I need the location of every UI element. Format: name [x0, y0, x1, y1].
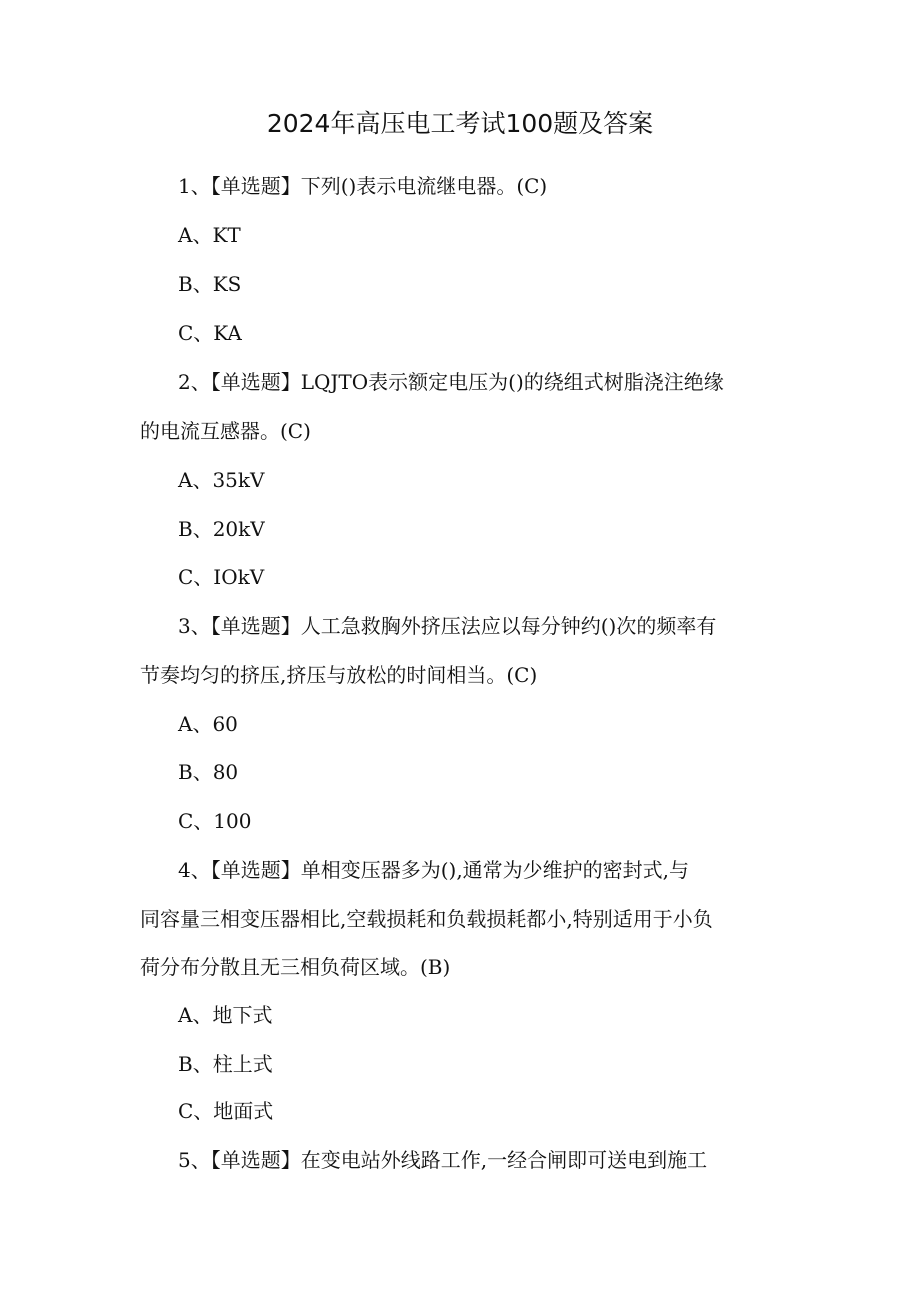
question-3-option-c: C、100 — [178, 809, 252, 833]
question-4-option-b: B、柱上式 — [178, 1052, 273, 1076]
question-4-option-c: C、地面式 — [178, 1099, 274, 1123]
question-1-option-b: B、KS — [178, 272, 242, 296]
question-3-text-line-2: 节奏均匀的挤压,挤压与放松的时间相当。(C) — [140, 663, 538, 687]
question-4-text-line-1: 4、【单选题】单相变压器多为(),通常为少维护的密封式,与 — [178, 858, 690, 882]
question-1-option-a: A、KT — [178, 223, 241, 247]
question-2-option-b: B、20kV — [178, 517, 265, 541]
question-2-text-line-1: 2、【单选题】LQJTO表示额定电压为()的绕组式树脂浇注绝缘 — [178, 370, 724, 394]
question-4-text-line-3: 荷分布分散且无三相负荷区域。(B) — [140, 955, 451, 979]
question-3-text-line-1: 3、【单选题】人工急救胸外挤压法应以每分钟约()次的频率有 — [178, 614, 717, 638]
question-3-option-a: A、60 — [178, 712, 238, 736]
question-4-text-line-2: 同容量三相变压器相比,空载损耗和负载损耗都小,特别适用于小负 — [140, 907, 713, 931]
question-4-option-a: A、地下式 — [178, 1003, 273, 1027]
question-2-text-line-2: 的电流互感器。(C) — [140, 419, 311, 443]
document-title: 2024年高压电工考试100题及答案 — [266, 109, 654, 138]
question-5-text-line-1: 5、【单选题】在变电站外线路工作,一经合闸即可送电到施工 — [178, 1148, 708, 1172]
question-2-option-a: A、35kV — [178, 468, 265, 492]
question-1-option-c: C、KA — [178, 321, 242, 345]
question-2-option-c: C、IOkV — [178, 565, 265, 589]
question-1-text: 1、【单选题】下列()表示电流继电器。(C) — [178, 174, 548, 198]
question-3-option-b: B、80 — [178, 760, 239, 784]
